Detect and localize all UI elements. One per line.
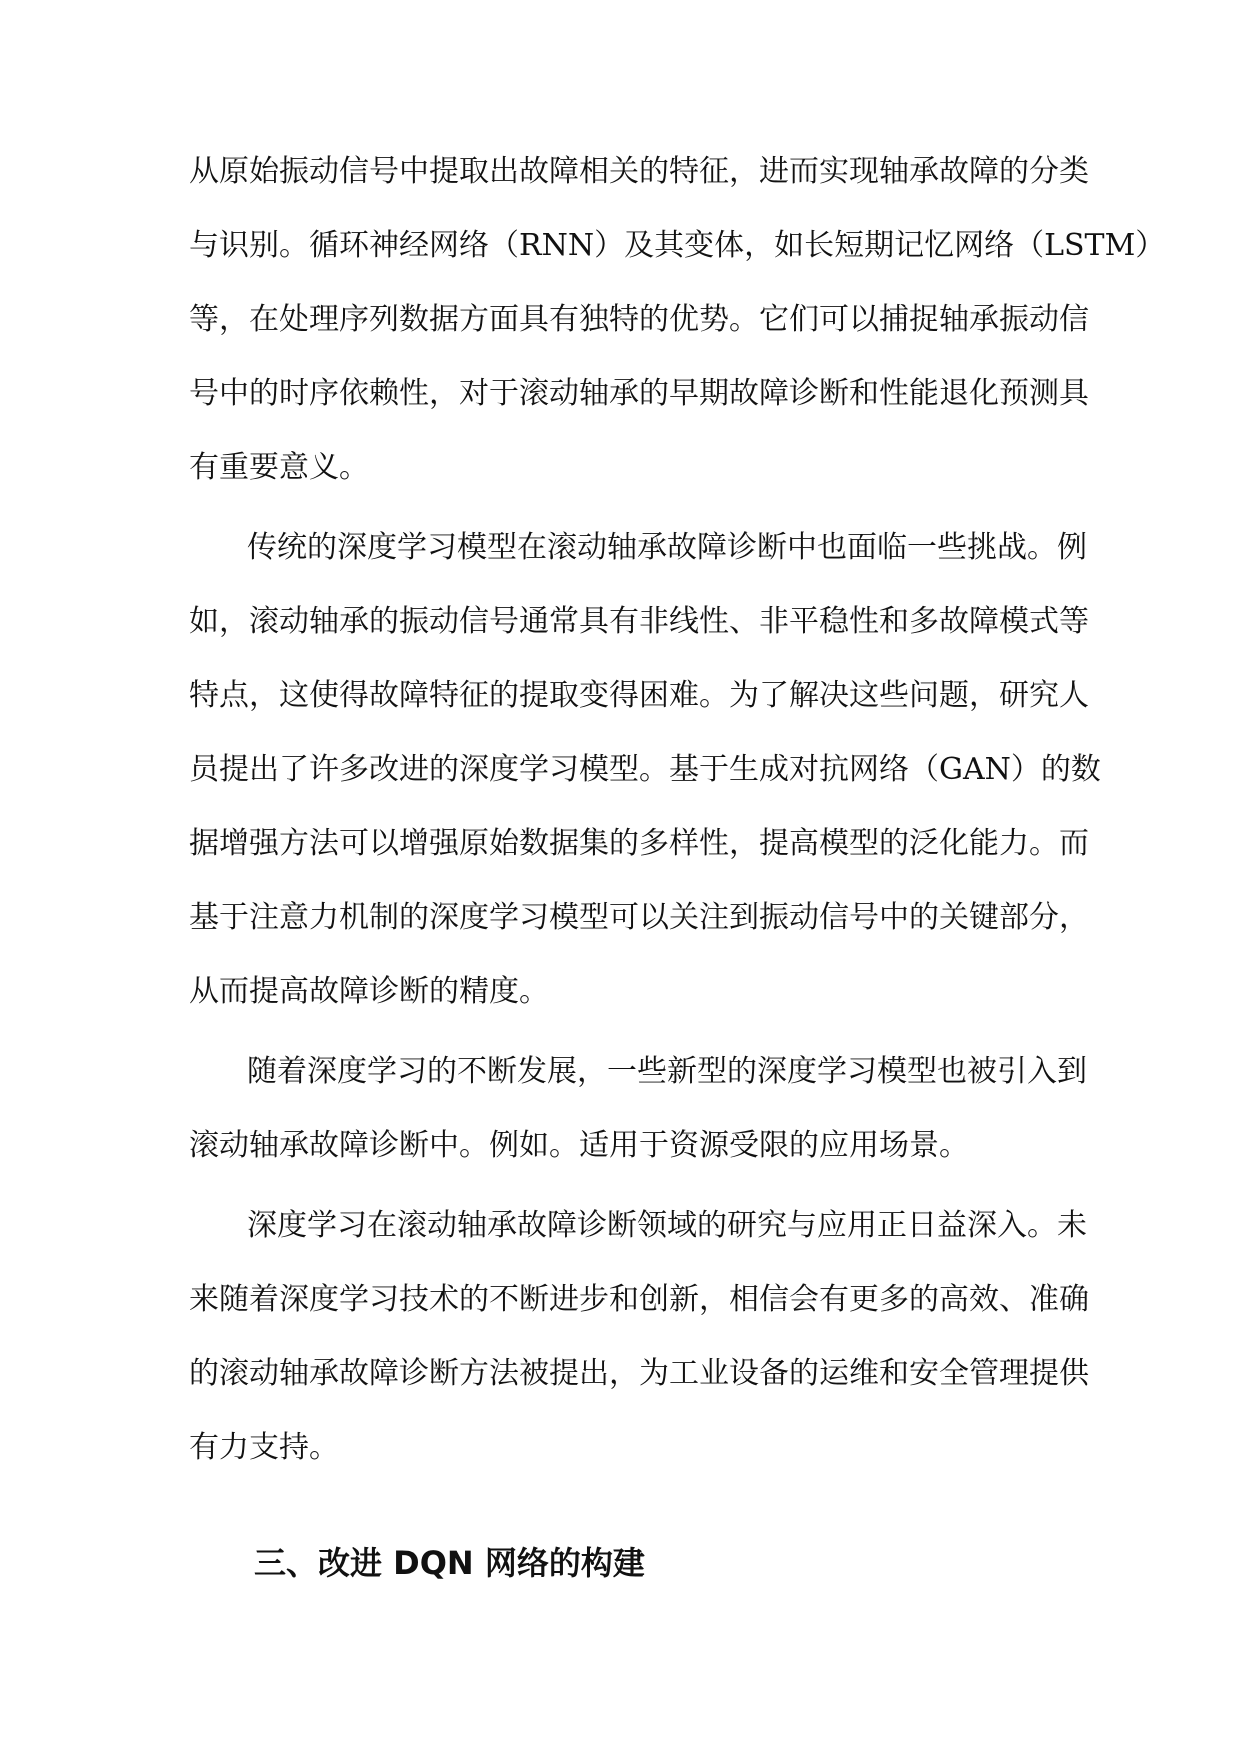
paragraph-2-line-5: 据增强方法可以增强原始数据集的多样性，提高模型的泛化能力。而 (189, 826, 1089, 861)
paragraph-4-line-4: 有力支持。 (189, 1430, 339, 1465)
paragraph-4-line-3: 的滚动轴承故障诊断方法被提出，为工业设备的运维和安全管理提供 (189, 1356, 1089, 1391)
paragraph-4-line-2: 来随着深度学习技术的不断进步和创新，相信会有更多的高效、准确 (189, 1282, 1089, 1317)
paragraph-3-line-1: 随着深度学习的不断发展，一些新型的深度学习模型也被引入到 (247, 1054, 1087, 1089)
paragraph-1-line-4: 号中的时序依赖性，对于滚动轴承的早期故障诊断和性能退化预测具 (189, 376, 1089, 411)
paragraph-2-line-4: 员提出了许多改进的深度学习模型。基于生成对抗网络（GAN）的数 (189, 752, 1101, 787)
paragraph-1-line-3: 等，在处理序列数据方面具有独特的优势。它们可以捕捉轴承振动信 (189, 302, 1089, 337)
paragraph-2-line-3: 特点，这使得故障特征的提取变得困难。为了解决这些问题，研究人 (189, 678, 1089, 713)
paragraph-2-line-2: 如，滚动轴承的振动信号通常具有非线性、非平稳性和多故障模式等 (189, 604, 1089, 639)
paragraph-1-line-1: 从原始振动信号中提取出故障相关的特征，进而实现轴承故障的分类 (189, 154, 1089, 189)
paragraph-3-line-2: 滚动轴承故障诊断中。例如。适用于资源受限的应用场景。 (189, 1128, 969, 1163)
paragraph-1-line-5: 有重要意义。 (189, 450, 369, 485)
paragraph-2-line-1: 传统的深度学习模型在滚动轴承故障诊断中也面临一些挑战。例 (247, 530, 1087, 565)
paragraph-4-line-1: 深度学习在滚动轴承故障诊断领域的研究与应用正日益深入。未 (247, 1208, 1087, 1243)
paragraph-2-line-7: 从而提高故障诊断的精度。 (189, 974, 549, 1009)
paragraph-1-line-2: 与识别。循环神经网络（RNN）及其变体，如长短期记忆网络（LSTM） (189, 228, 1166, 263)
paragraph-2-line-6: 基于注意力机制的深度学习模型可以关注到振动信号中的关键部分， (189, 900, 1089, 935)
section-heading: 三、改进 DQN 网络的构建 (254, 1544, 645, 1582)
